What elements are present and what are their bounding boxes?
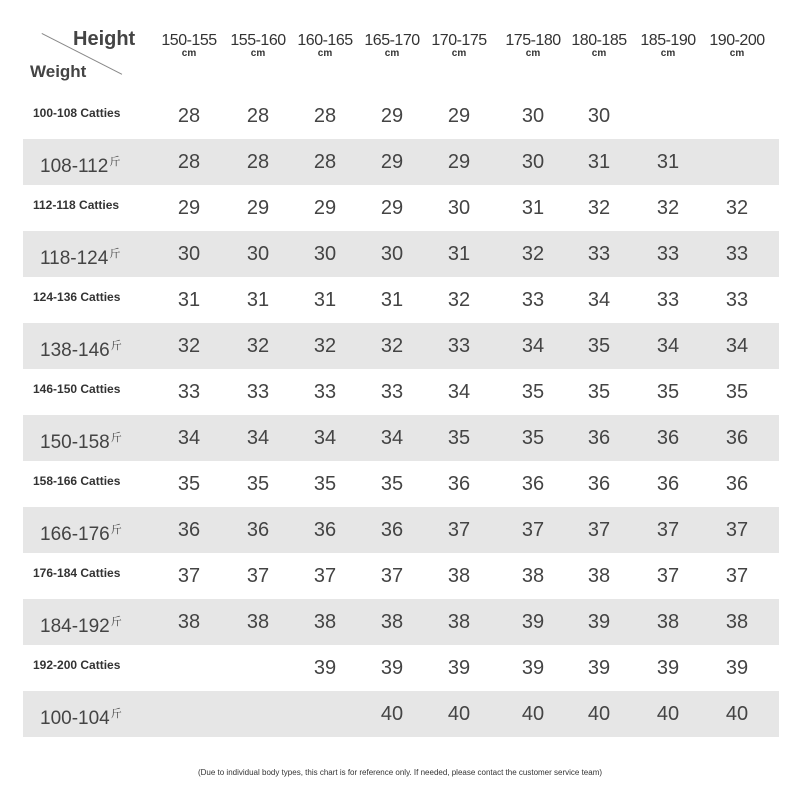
table-row [23, 461, 779, 507]
height-unit: cm [451, 48, 467, 59]
weight-range-text: 146-150 Catties [33, 382, 121, 396]
size-cell: 34 [521, 335, 545, 357]
size-cell: 33 [587, 243, 611, 265]
size-cell: 35 [521, 427, 545, 449]
size-cell: 38 [587, 565, 611, 587]
size-cell: 30 [587, 105, 611, 127]
height-unit: cm [384, 48, 400, 59]
size-cell: 33 [725, 289, 749, 311]
table-row [23, 599, 779, 645]
size-cell: 31 [447, 243, 471, 265]
size-cell: 37 [725, 565, 749, 587]
size-cell: 30 [521, 151, 545, 173]
weight-unit-jin: 斤 [109, 156, 121, 168]
size-cell: 38 [380, 611, 404, 633]
table-row [23, 415, 779, 461]
size-cell: 28 [313, 151, 337, 173]
size-cell: 34 [587, 289, 611, 311]
size-cell: 37 [521, 519, 545, 541]
table-row [23, 93, 779, 139]
size-cell: 35 [380, 473, 404, 495]
height-unit: cm [660, 48, 676, 59]
size-cell: 38 [521, 565, 545, 587]
size-chart-header [0, 0, 800, 95]
weight-range-label [33, 277, 120, 323]
size-cell: 34 [656, 335, 680, 357]
weight-range-text: 158-166 Catties [33, 474, 121, 488]
size-cell: 31 [177, 289, 201, 311]
weight-range-label [40, 231, 120, 277]
table-row [23, 231, 779, 277]
weight-range-text: 192-200 Catties [33, 658, 121, 672]
size-cell: 40 [521, 703, 545, 725]
weight-range-label [33, 369, 120, 415]
size-cell: 33 [447, 335, 471, 357]
size-cell: 29 [313, 197, 337, 219]
weight-unit-jin: 斤 [110, 524, 122, 536]
size-cell: 32 [656, 197, 680, 219]
weight-axis-label: Weight [30, 62, 87, 81]
weight-range-label [33, 645, 120, 691]
size-cell: 33 [725, 243, 749, 265]
size-cell: 30 [177, 243, 201, 265]
height-range: 185-190 [640, 32, 696, 49]
size-cell: 30 [521, 105, 545, 127]
table-row [23, 139, 779, 185]
size-cell: 35 [177, 473, 201, 495]
weight-range-text: 184-192 [40, 616, 110, 637]
size-cell: 35 [656, 381, 680, 403]
height-column-header [700, 32, 774, 59]
weight-range-text: 124-136 Catties [33, 290, 121, 304]
height-unit: cm [317, 48, 333, 59]
height-unit: cm [729, 48, 745, 59]
size-cell: 28 [313, 105, 337, 127]
weight-range-label [40, 691, 122, 737]
size-cell: 33 [177, 381, 201, 403]
size-cell: 37 [177, 565, 201, 587]
weight-range-text: 112-118 Catties [33, 198, 120, 212]
table-row [23, 369, 779, 415]
size-cell: 29 [380, 105, 404, 127]
weight-unit-jin: 斤 [110, 340, 122, 352]
size-cell: 29 [380, 197, 404, 219]
size-cell: 38 [246, 611, 270, 633]
size-cell: 38 [725, 611, 749, 633]
size-cell: 36 [447, 473, 471, 495]
weight-range-label [40, 415, 122, 461]
size-cell: 29 [246, 197, 270, 219]
size-cell: 40 [447, 703, 471, 725]
size-cell: 28 [246, 151, 270, 173]
disclaimer-note: (Due to individual body types, this chart is for reference only. If needed, please contact the customer service team) [197, 768, 603, 777]
size-cell: 30 [313, 243, 337, 265]
height-range: 165-170 [364, 32, 420, 49]
size-cell: 34 [447, 381, 471, 403]
size-cell: 28 [177, 105, 201, 127]
weight-range-text: 176-184 Catties [33, 566, 121, 580]
size-cell: 34 [246, 427, 270, 449]
height-unit: cm [525, 48, 541, 59]
weight-unit-jin: 斤 [110, 616, 122, 628]
weight-range-label [33, 93, 120, 139]
table-row [23, 645, 779, 691]
size-cell: 39 [587, 657, 611, 679]
height-unit: cm [591, 48, 607, 59]
height-column-header [288, 32, 362, 59]
size-cell: 36 [725, 427, 749, 449]
size-cell: 33 [313, 381, 337, 403]
size-cell: 35 [587, 335, 611, 357]
weight-range-text: 108-112 [40, 156, 109, 177]
size-cell: 36 [656, 427, 680, 449]
size-cell: 39 [313, 657, 337, 679]
size-cell: 36 [246, 519, 270, 541]
height-column-header [152, 32, 226, 59]
size-cell: 32 [447, 289, 471, 311]
size-cell: 32 [521, 243, 545, 265]
size-cell: 38 [447, 611, 471, 633]
size-cell: 35 [447, 427, 471, 449]
size-cell: 40 [587, 703, 611, 725]
height-unit: cm [250, 48, 266, 59]
weight-range-label [40, 507, 122, 553]
size-cell: 37 [587, 519, 611, 541]
size-cell: 32 [177, 335, 201, 357]
weight-range-text: 150-158 [40, 432, 110, 453]
size-cell: 37 [313, 565, 337, 587]
weight-range-text: 166-176 [40, 524, 110, 545]
size-cell: 36 [725, 473, 749, 495]
size-cell: 33 [656, 243, 680, 265]
height-range: 170-175 [431, 32, 487, 49]
size-cell: 39 [521, 611, 545, 633]
size-cell: 30 [380, 243, 404, 265]
size-cell: 38 [447, 565, 471, 587]
weight-range-label [33, 553, 120, 599]
size-cell: 39 [656, 657, 680, 679]
size-cell: 37 [656, 565, 680, 587]
weight-range-label [40, 139, 120, 185]
size-cell: 29 [447, 105, 471, 127]
size-cell: 30 [246, 243, 270, 265]
height-range: 175-180 [505, 32, 561, 49]
size-cell: 40 [725, 703, 749, 725]
height-column-header [422, 32, 496, 59]
size-cell: 29 [380, 151, 404, 173]
size-cell: 39 [587, 611, 611, 633]
weight-range-label [40, 599, 122, 645]
size-cell: 30 [447, 197, 471, 219]
size-cell: 36 [656, 473, 680, 495]
size-cell: 31 [313, 289, 337, 311]
size-cell: 28 [246, 105, 270, 127]
size-cell: 36 [313, 519, 337, 541]
table-row [23, 277, 779, 323]
size-cell: 35 [313, 473, 337, 495]
size-cell: 38 [656, 611, 680, 633]
size-cell: 31 [656, 151, 680, 173]
size-cell: 35 [246, 473, 270, 495]
size-cell: 39 [725, 657, 749, 679]
size-cell: 39 [521, 657, 545, 679]
size-cell: 34 [380, 427, 404, 449]
size-cell: 35 [587, 381, 611, 403]
size-cell: 39 [380, 657, 404, 679]
size-cell: 33 [521, 289, 545, 311]
height-range: 160-165 [297, 32, 353, 49]
weight-range-text: 118-124 [40, 248, 109, 269]
size-cell: 35 [725, 381, 749, 403]
height-column-header [496, 32, 570, 59]
size-cell: 29 [447, 151, 471, 173]
size-cell: 37 [725, 519, 749, 541]
weight-unit-jin: 斤 [109, 248, 121, 260]
size-cell: 38 [313, 611, 337, 633]
size-cell: 38 [177, 611, 201, 633]
size-cell: 40 [656, 703, 680, 725]
size-cell: 32 [380, 335, 404, 357]
height-column-header [355, 32, 429, 59]
size-cell: 31 [380, 289, 404, 311]
weight-range-text: 100-104 [40, 708, 110, 729]
weight-range-label [33, 185, 119, 231]
height-range: 150-155 [161, 32, 217, 49]
size-cell: 40 [380, 703, 404, 725]
size-cell: 37 [246, 565, 270, 587]
weight-range-text: 100-108 Catties [33, 106, 121, 120]
size-cell: 31 [521, 197, 545, 219]
size-cell: 36 [177, 519, 201, 541]
size-cell: 37 [380, 565, 404, 587]
size-cell: 36 [587, 473, 611, 495]
height-unit: cm [181, 48, 197, 59]
size-cell: 32 [313, 335, 337, 357]
size-cell: 33 [656, 289, 680, 311]
size-cell: 33 [380, 381, 404, 403]
height-axis-label: Height [73, 28, 136, 50]
size-cell: 31 [246, 289, 270, 311]
size-cell: 35 [521, 381, 545, 403]
size-cell: 34 [177, 427, 201, 449]
weight-unit-jin: 斤 [110, 708, 122, 720]
table-row [23, 185, 779, 231]
table-row [23, 323, 779, 369]
size-cell: 32 [587, 197, 611, 219]
size-cell: 37 [656, 519, 680, 541]
size-cell: 28 [177, 151, 201, 173]
table-row [23, 553, 779, 599]
size-cell: 36 [587, 427, 611, 449]
table-row [23, 507, 779, 553]
height-column-header [631, 32, 705, 59]
height-range: 190-200 [709, 32, 765, 49]
height-range: 180-185 [571, 32, 627, 49]
height-range: 155-160 [230, 32, 286, 49]
size-cell: 34 [313, 427, 337, 449]
size-cell: 29 [177, 197, 201, 219]
weight-range-label [40, 323, 122, 369]
weight-range-label [33, 461, 120, 507]
size-cell: 36 [380, 519, 404, 541]
weight-unit-jin: 斤 [110, 432, 122, 444]
size-cell: 36 [521, 473, 545, 495]
size-cell: 33 [246, 381, 270, 403]
size-cell: 37 [447, 519, 471, 541]
size-cell: 34 [725, 335, 749, 357]
height-column-header [562, 32, 636, 59]
size-cell: 39 [447, 657, 471, 679]
weight-range-text: 138-146 [40, 340, 110, 361]
size-cell: 32 [246, 335, 270, 357]
height-column-header [221, 32, 295, 59]
size-cell: 32 [725, 197, 749, 219]
table-row [23, 691, 779, 737]
size-cell: 31 [587, 151, 611, 173]
